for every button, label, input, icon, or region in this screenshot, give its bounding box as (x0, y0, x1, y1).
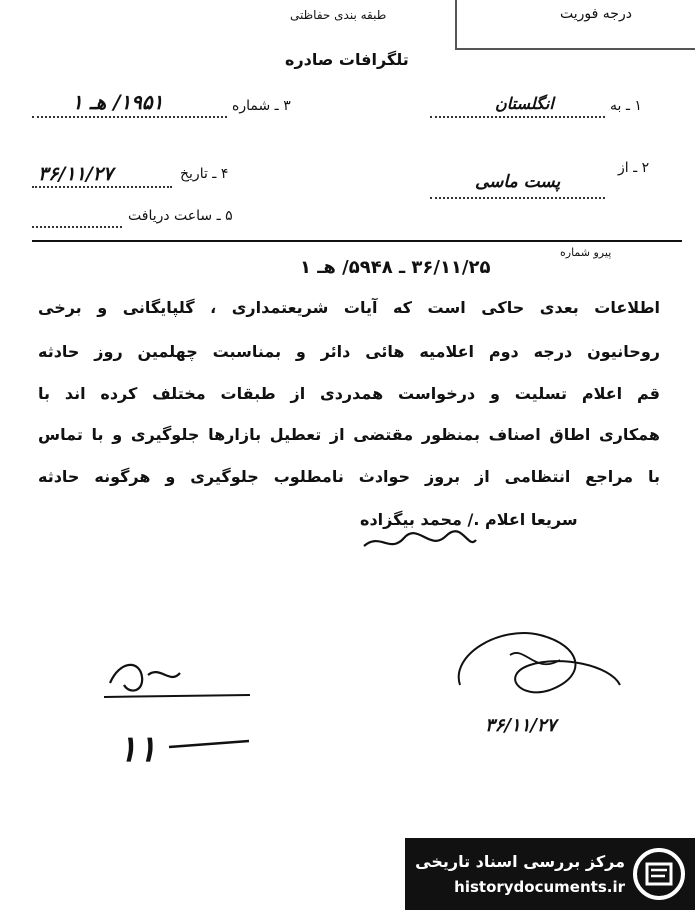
classification-label: طبقه بندی حفاظتی (290, 8, 387, 22)
to-value: انگلستان (495, 94, 554, 113)
number-label: ۳ ـ شماره (232, 98, 291, 114)
document-kind-title: تلگرافات صادره (285, 50, 409, 69)
reference-label: پیرو شماره (560, 246, 612, 259)
from-value: پست ماسی (475, 172, 561, 192)
logo-name: مرکز بررسی اسناد تاریخی (415, 852, 625, 871)
date-label: ۴ ـ تاریخ (180, 166, 229, 182)
body-line-5: با مراجع انتظامی از بروز حوادث نامطلوب جلوگیری و هرگونه حادثه (38, 467, 660, 486)
header-divider (32, 240, 682, 242)
from-label: ۲ ـ از (618, 160, 650, 176)
signature-right (440, 615, 630, 715)
archive-logo (405, 838, 695, 910)
date-value: ۳۶/۱۱/۲۷ (38, 163, 114, 185)
to-label: ۱ ـ به (610, 98, 642, 114)
received-dotted-line (32, 226, 122, 228)
body-line-3: قم اعلام تسلیت و درخواست همدردی از طبقات مختلف کرده اند با (38, 384, 660, 403)
handwritten-date: ۳۶/۱۱/۲۷ (485, 715, 557, 736)
margin-dash (165, 735, 255, 755)
handwritten-scribble (360, 528, 480, 558)
received-time-label: ۵ ـ ساعت دریافت (128, 208, 233, 224)
number-value: ۱۹۵۱/ هـ ۱ (72, 90, 164, 114)
date-dotted-line (32, 186, 172, 188)
initials-left (100, 655, 260, 705)
number-dotted-line (32, 116, 227, 118)
body-line-1: اطلاعات بعدی حاکی است که آیات شریعتمداری ، گلپایگانی و برخی (38, 298, 660, 317)
to-dotted-line (430, 116, 605, 118)
body-line-6-signoff: سریعا اعلام ./ محمد بیگزاده (360, 510, 578, 529)
reference-value: ۳۶/۱۱/۲۵ ـ ۵۹۴۸/ هـ ۱ (300, 257, 491, 278)
body-line-2: روحانیون درجه دوم اعلامیه هائی دائر و بمناسبت چهلمین روز حادثه (38, 342, 660, 361)
logo-site: historydocuments.ir (454, 878, 625, 896)
body-line-4: همکاری اطاق اصناف بمنظور مقتضی از تعطیل بازارها جلوگیری و با تماس (38, 425, 660, 444)
archive-emblem-icon (631, 846, 687, 902)
margin-mark: ۱۱ (118, 728, 157, 770)
priority-label: درجه فوریت (560, 6, 632, 22)
from-dotted-line (430, 197, 605, 199)
